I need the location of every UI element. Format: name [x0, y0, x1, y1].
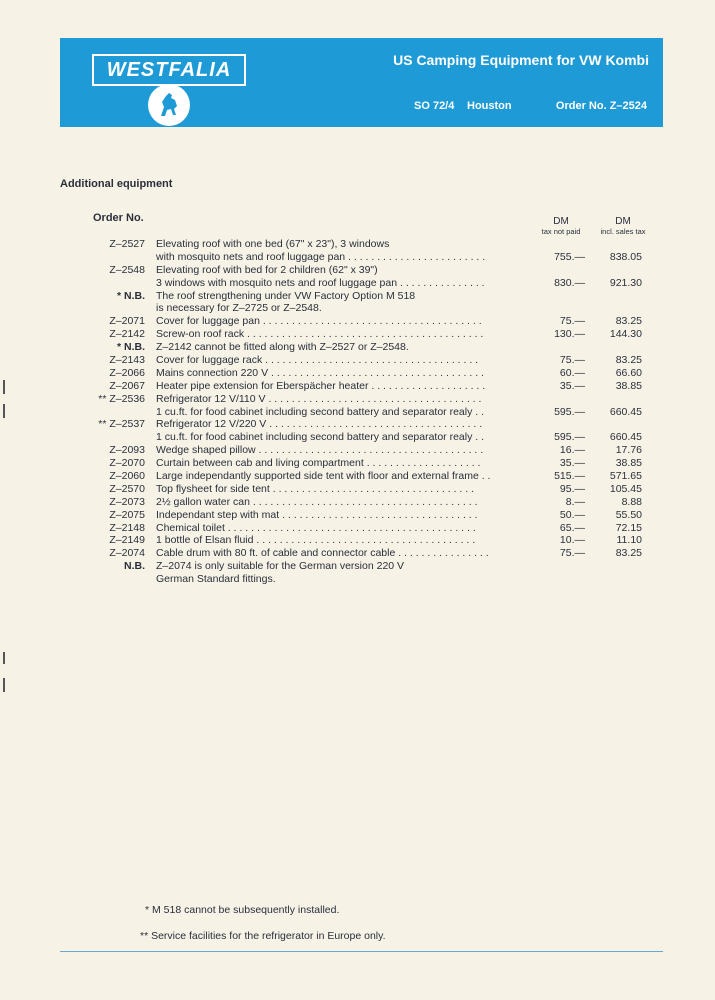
order-number-cell: Z–2148	[109, 521, 145, 534]
description-cell: 1 cu.ft. for food cabinet including second battery and separator realy . .	[156, 405, 485, 418]
price-incl-tax-cell: 55.50	[615, 508, 642, 521]
order-number-cell: Z–2067	[109, 379, 145, 392]
order-number-cell: Z–2093	[109, 444, 145, 457]
equipment-row	[0, 315, 715, 328]
order-number-cell: * N.B.	[116, 289, 145, 302]
price-incl-tax-cell: 11.10	[616, 534, 642, 547]
order-number-cell: Z–2548	[109, 263, 145, 276]
footnote-refrigerator: ** Service facilities for the refrigerator in Europe only.	[140, 930, 386, 942]
price-tax-not-paid-cell: 595.—	[554, 431, 585, 444]
order-number-cell: Z–2149	[109, 534, 145, 547]
price-tax-not-paid-cell: 755.—	[554, 250, 585, 263]
equipment-row	[0, 457, 715, 470]
price-tax-not-paid-cell: 75.—	[559, 354, 585, 367]
price-tax-not-paid-cell: 515.—	[554, 470, 585, 483]
equipment-row	[0, 302, 715, 315]
equipment-row	[0, 341, 715, 354]
price-incl-tax-cell: 66.60	[615, 366, 642, 379]
price-tax-not-paid-cell: 50.—	[559, 508, 585, 521]
description-cell: Curtain between cab and living compartment . . . . . . . . . . . . . . . . . . . .	[156, 457, 481, 470]
price-tax-not-paid-cell: 75.—	[559, 547, 585, 560]
equipment-row	[0, 470, 715, 483]
price-tax-not-paid-cell: 65.—	[559, 521, 585, 534]
price-incl-tax-cell: 838.05	[609, 250, 642, 263]
description-cell: Elevating roof with one bed (67" x 23"), 3 windows	[156, 238, 390, 250]
order-number-cell: Z–2075	[109, 508, 145, 521]
description-cell: is necessary for Z–2725 or Z–2548.	[156, 302, 322, 315]
description-cell: 1 cu.ft. for food cabinet including second battery and separator realy . .	[156, 431, 485, 444]
equipment-row	[0, 406, 715, 419]
description-cell: Chemical toilet . . . . . . . . . . . . . . . . . . . . . . . . . . . . . . . . . . . . . . . . . . .	[156, 521, 476, 534]
price-tax-not-paid-cell: 95.—	[559, 482, 585, 495]
description-cell: Elevating roof with bed for 2 children (62" x 39")	[156, 263, 378, 276]
description-cell: with mosquito nets and roof luggage pan . . . . . . . . . . . . . . . . . . . . . . . .	[156, 250, 486, 263]
binding-mark	[3, 380, 5, 394]
price-incl-tax-cell: 83.25	[615, 315, 642, 328]
dm-label: DM	[553, 216, 569, 227]
dm-sublabel: incl. sales tax	[600, 227, 646, 236]
price-incl-tax-cell: 921.30	[609, 276, 642, 289]
description-cell: Refrigerator 12 V/220 V . . . . . . . . . . . . . . . . . . . . . . . . . . . . . . . . . . . . .	[156, 418, 483, 431]
price-tax-not-paid-cell: 830.—	[554, 276, 585, 289]
equipment-row	[0, 328, 715, 341]
order-number-cell: Z–2570	[109, 482, 145, 495]
price-incl-tax-cell: 8.88	[621, 495, 642, 508]
description-cell: Wedge shaped pillow . . . . . . . . . . . . . . . . . . . . . . . . . . . . . . . . . . . . . . .	[156, 444, 484, 457]
dm-label: DM	[615, 216, 631, 227]
order-number-cell: ** Z–2537	[98, 418, 145, 431]
price-incl-tax-cell: 83.25	[615, 547, 642, 560]
document-city: Houston	[467, 100, 512, 112]
description-cell: Cover for luggage rack . . . . . . . . . . . . . . . . . . . . . . . . . . . . . . . . . . . . .	[156, 354, 479, 367]
equipment-row	[0, 238, 715, 251]
order-number-cell: Z–2143	[109, 354, 145, 367]
price-tax-not-paid-cell: 130.—	[554, 328, 585, 341]
equipment-row	[0, 483, 715, 496]
document-code: SO 72/4	[414, 100, 455, 112]
equipment-row	[0, 418, 715, 431]
bottom-rule	[60, 951, 663, 952]
price-tax-not-paid-cell: 10.—	[559, 534, 585, 547]
order-number: Order No. Z–2524	[555, 100, 647, 112]
description-cell: 2½ gallon water can . . . . . . . . . . . . . . . . . . . . . . . . . . . . . . . . . . . . . . .	[156, 495, 478, 508]
price-tax-not-paid-cell: 75.—	[559, 315, 585, 328]
order-number-cell: N.B.	[124, 560, 145, 573]
price-incl-tax-cell: 17.76	[615, 444, 642, 457]
order-number-cell: Z–2066	[109, 366, 145, 379]
description-cell: Z–2142 cannot be fitted along with Z–2527 or Z–2548.	[156, 341, 409, 354]
equipment-row	[0, 547, 715, 560]
order-no-column-header: Order No.	[93, 212, 144, 224]
order-number-cell: Z–2074	[109, 547, 145, 560]
order-number-cell: Z–2142	[109, 328, 145, 341]
equipment-row	[0, 444, 715, 457]
binding-mark	[3, 652, 5, 664]
horse-emblem-icon	[148, 84, 190, 126]
description-cell: 3 windows with mosquito nets and roof luggage pan . . . . . . . . . . . . . . .	[156, 276, 485, 289]
description-cell: Cable drum with 80 ft. of cable and connector cable . . . . . . . . . . . . . . . .	[156, 547, 489, 560]
dm-sublabel: tax not paid	[541, 227, 581, 236]
price-incl-tax-cell: 72.15	[615, 521, 642, 534]
price-incl-tax-cell: 144.30	[609, 328, 642, 341]
header-banner	[60, 38, 663, 127]
price-tax-not-paid-header	[526, 216, 596, 236]
description-cell: German Standard fittings.	[156, 573, 276, 586]
equipment-list	[0, 238, 715, 586]
equipment-row	[0, 277, 715, 290]
price-incl-tax-cell: 38.85	[615, 457, 642, 470]
equipment-row	[0, 431, 715, 444]
equipment-row	[0, 522, 715, 535]
description-cell: Cover for luggage pan . . . . . . . . . . . . . . . . . . . . . . . . . . . . . . . . . . . . . .	[156, 315, 482, 328]
equipment-row	[0, 264, 715, 277]
description-cell: The roof strengthening under VW Factory Option M 518	[156, 289, 416, 302]
equipment-row	[0, 534, 715, 547]
equipment-row	[0, 251, 715, 264]
equipment-row	[0, 367, 715, 380]
description-cell: Top flysheet for side tent . . . . . . . . . . . . . . . . . . . . . . . . . . . . . . . . . . .	[156, 482, 475, 495]
section-title: Additional equipment	[60, 178, 173, 190]
order-number-cell: ** Z–2536	[98, 392, 145, 405]
binding-mark	[3, 678, 5, 692]
order-number-cell: Z–2060	[109, 470, 145, 483]
description-cell: Z–2074 is only suitable for the German version 220 V	[156, 560, 405, 573]
description-cell: Heater pipe extension for Eberspächer heater . . . . . . . . . . . . . . . . . . . .	[156, 379, 486, 392]
price-tax-not-paid-cell: 16.—	[559, 444, 585, 457]
description-cell: Mains connection 220 V . . . . . . . . . . . . . . . . . . . . . . . . . . . . . . . . . . . . .	[156, 366, 484, 379]
order-number-cell: * N.B.	[116, 341, 145, 354]
price-tax-not-paid-cell: 595.—	[554, 405, 585, 418]
order-number-cell: Z–2070	[109, 457, 145, 470]
price-incl-tax-cell: 38.85	[615, 379, 642, 392]
description-cell: Refrigerator 12 V/110 V . . . . . . . . . . . . . . . . . . . . . . . . . . . . . . . . . . . . .	[156, 392, 482, 405]
order-number-cell: Z–2527	[109, 238, 145, 250]
price-tax-not-paid-cell: 8.—	[565, 495, 585, 508]
order-number-cell: Z–2071	[109, 315, 145, 328]
price-incl-tax-header	[588, 216, 658, 236]
price-incl-tax-cell: 83.25	[615, 354, 642, 367]
description-cell: Large independantly supported side tent with floor and external frame . .	[156, 470, 491, 483]
description-cell: Independant step with mat . . . . . . . . . . . . . . . . . . . . . . . . . . . . . . . . . .	[156, 508, 478, 521]
price-incl-tax-cell: 105.45	[609, 482, 642, 495]
equipment-row	[0, 496, 715, 509]
price-tax-not-paid-cell: 35.—	[559, 379, 585, 392]
equipment-row	[0, 393, 715, 406]
equipment-row	[0, 354, 715, 367]
price-incl-tax-cell: 660.45	[609, 405, 642, 418]
footnote-m518: * M 518 cannot be subsequently installed.	[145, 904, 340, 916]
equipment-row	[0, 380, 715, 393]
description-cell: Screw-on roof rack . . . . . . . . . . . . . . . . . . . . . . . . . . . . . . . . . . . . . . . . .	[156, 328, 484, 341]
order-number-cell: Z–2073	[109, 495, 145, 508]
binding-mark	[3, 404, 5, 418]
price-tax-not-paid-cell: 35.—	[559, 457, 585, 470]
equipment-row	[0, 509, 715, 522]
price-incl-tax-cell: 660.45	[609, 431, 642, 444]
price-incl-tax-cell: 571.65	[609, 470, 642, 483]
document-title: US Camping Equipment for VW Kombi	[393, 52, 649, 68]
equipment-row	[0, 573, 715, 586]
equipment-row	[0, 560, 715, 573]
brand-logo: WESTFALIA	[92, 54, 246, 86]
price-tax-not-paid-cell: 60.—	[559, 366, 585, 379]
equipment-row	[0, 290, 715, 303]
description-cell: 1 bottle of Elsan fluid . . . . . . . . . . . . . . . . . . . . . . . . . . . . . . . . . . . . . .	[156, 534, 476, 547]
